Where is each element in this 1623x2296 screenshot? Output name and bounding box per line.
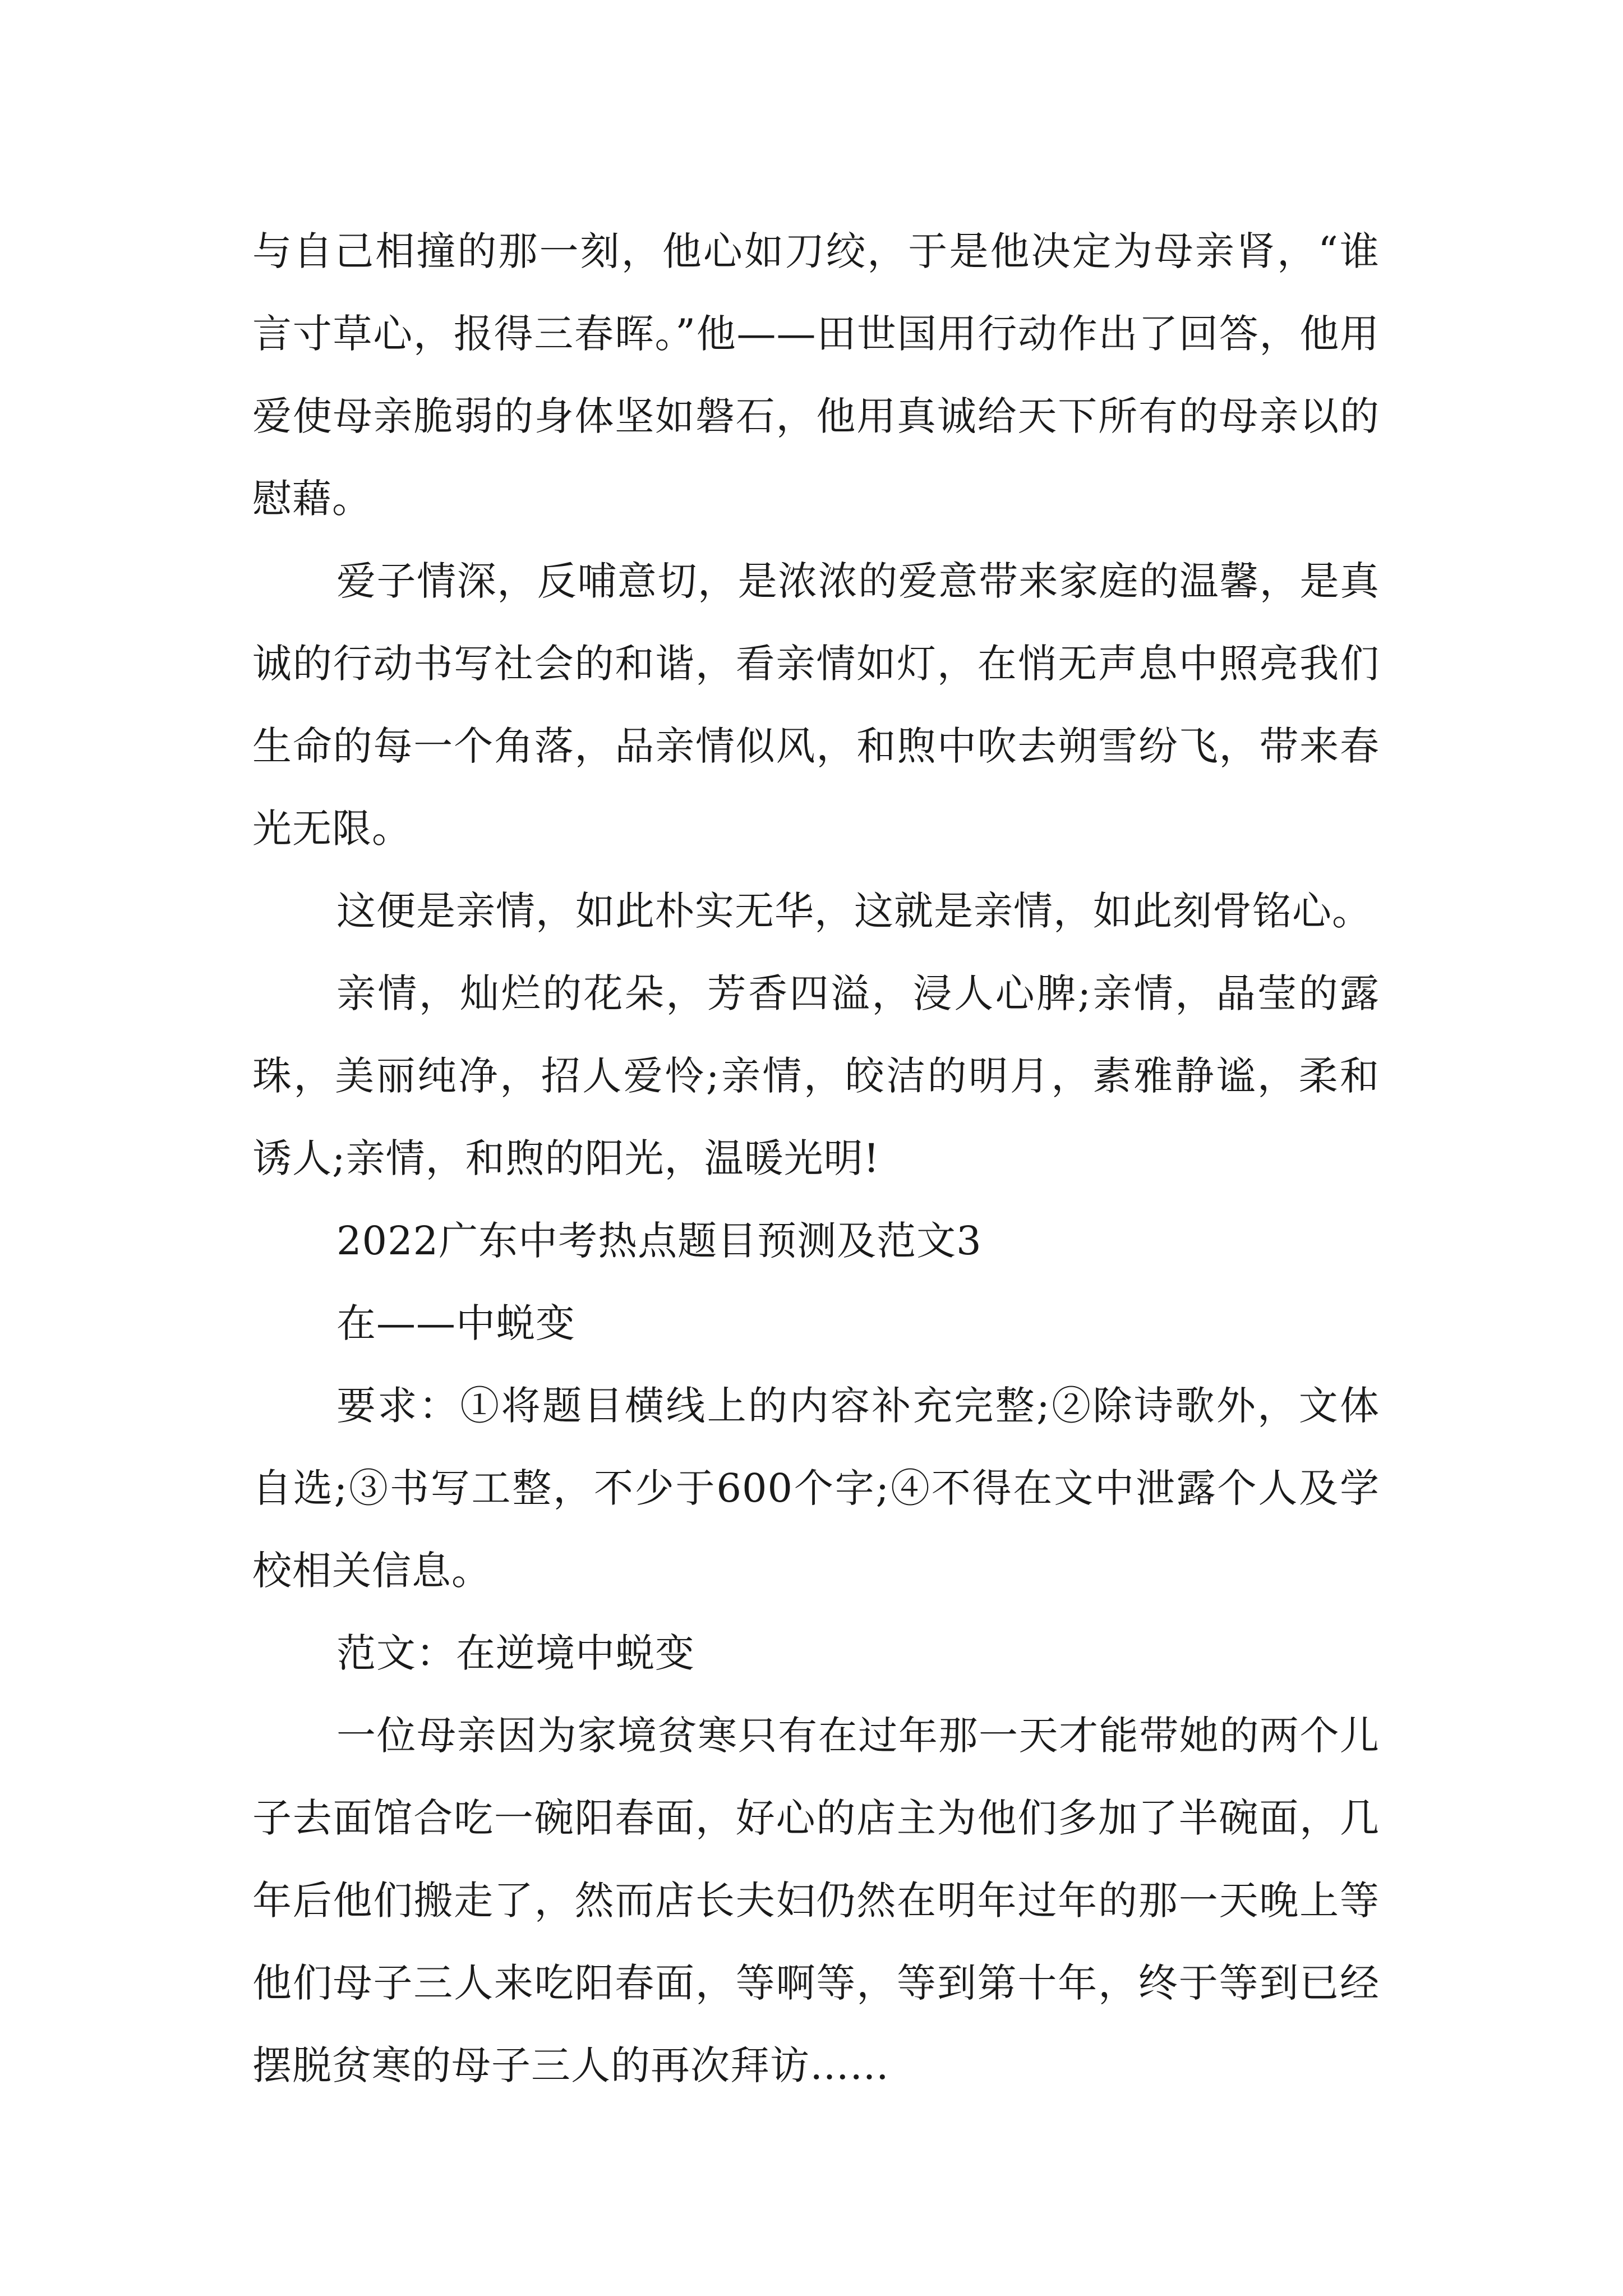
section-heading: 2022广东中考热点题目预测及范文3 xyxy=(336,1218,982,1264)
essay-requirements: 要求：①将题目横线上的内容补充完整;②除诗歌外，文体自选;③书写工整，不少于600个字;④不得在文中泄露个人及学校相关信息。 xyxy=(252,1383,1380,1594)
paragraph-2: 爱子情深，反哺意切，是浓浓的爱意带来家庭的温馨，是真诚的行动书写社会的和谐，看亲情如灯，在悄无声息中照亮我们生命的每一个角落，品亲情似风，和煦中吹去朔雪纷飞，带来春光无限。 xyxy=(252,558,1380,852)
sample-essay-title: 范文：在逆境中蜕变 xyxy=(336,1630,695,1676)
paragraph-1: 与自己相撞的那一刻，他心如刀绞，于是他决定为母亲肾，“谁言寸草心，报得三春晖。”他——田世国用行动作出了回答，他用爱使母亲脆弱的身体坚如磐石，他用真诚给天下所有的母亲以的慰藉。 xyxy=(252,228,1380,522)
sample-essay-paragraph-1: 一位母亲因为家境贫寒只有在过年那一天才能带她的两个儿子去面馆合吃一碗阳春面，好心的店主为他们多加了半碗面，几年后他们搬走了，然而店长夫妇仍然在明年过年的那一天晚上等他们母子三人来吃阳春面，等啊等，等到第十年，终于等到已经摆脱贫寒的母子三人的再次拜访…… xyxy=(252,1713,1380,2088)
essay-prompt-title: 在——中蜕变 xyxy=(336,1300,575,1346)
paragraph-3: 这便是亲情，如此朴实无华，这就是亲情，如此刻骨铭心。 xyxy=(336,888,1372,934)
paragraph-4: 亲情，灿烂的花朵，芳香四溢，浸人心脾;亲情，晶莹的露珠，美丽纯净，招人爱怜;亲情，皎洁的明月，素雅静谧，柔和诱人;亲情，和煦的阳光，温暖光明! xyxy=(252,970,1380,1181)
document-body xyxy=(252,210,1380,2107)
